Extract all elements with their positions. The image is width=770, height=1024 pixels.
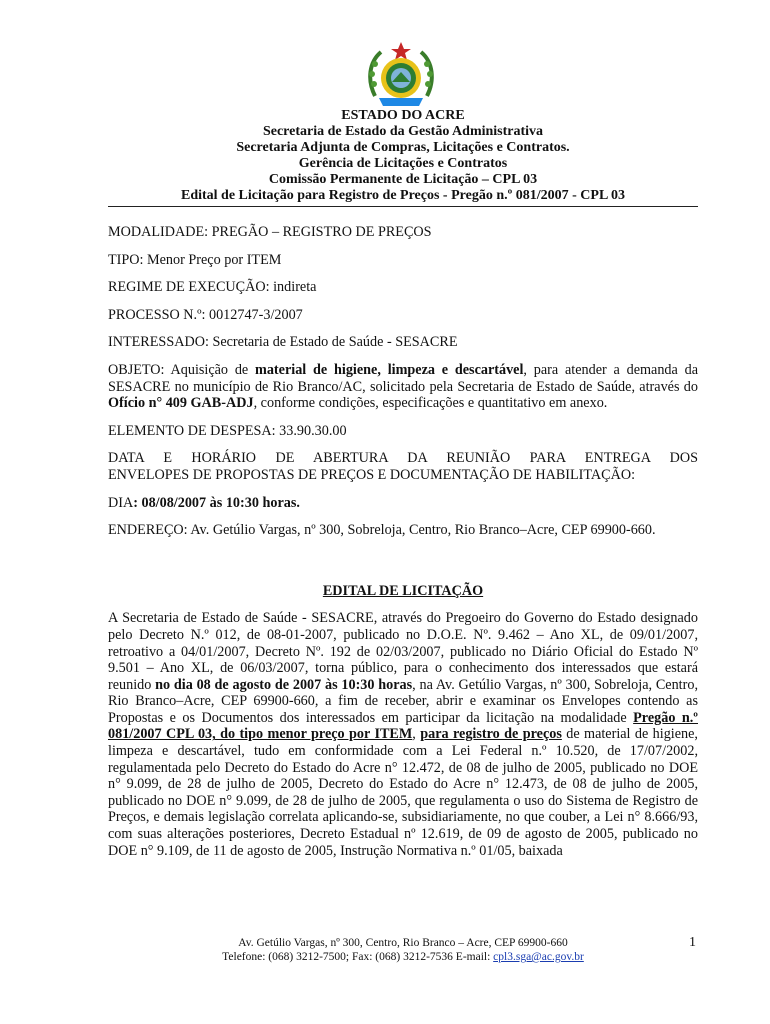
header-management: Gerência de Licitações e Contratos (298, 156, 508, 171)
footer-email-link[interactable]: cpl3.sga@ac.gov.br (493, 951, 584, 963)
header-edital-title: Edital de Licitação para Registro de Preços - Pregão n.º 081/2007 - CPL 03 (180, 188, 626, 203)
edital-text-4: de material de higiene, limpeza e descartável, tudo em conformidade com a Lei Federal n.º 10.520, de 17/07/2002, regulamentada pelo Decreto do Estado do Acre n° 12.472, de 08 de julho de 2005, publicado no DOE n° 9.099, de 28 de julho de 2005, Decreto do Estado do Acre n° 12.473, de 08 de julho de 2005, publicado no DOE n° 9.099, de 28 de julho de 2005, que regulamenta o uso do Sistema de Registro de Preços, e demais legislação correlata aplicando-se, subsidiariamente, no que couber, a Lei n° 8.666/93, com suas alterações posteriores, Decreto Estadual nº 12.619, de 09 de agosto de 2005, publicado no DOE n° 9.109, de 11 de agosto de 2005, Instrução Normativa n.º 01/05, baixada (108, 726, 698, 859)
header-secretariat: Secretaria de Estado da Gestão Administrativa (262, 124, 544, 139)
document-header (108, 108, 698, 204)
document-footer (108, 936, 698, 964)
objeto-text-1: OBJETO: Aquisição de (108, 361, 256, 378)
footer-address: Av. Getúlio Vargas, nº 300, Centro, Rio Branco – Acre, CEP 69900-660 (238, 937, 568, 949)
field-interessado: INTERESSADO: Secretaria de Estado de Saúde - SESACRE (108, 334, 458, 351)
edital-bold-registro: para registro de preços (420, 726, 562, 743)
edital-text-2: , na Av. Getúlio Vargas, nº 300, Sobreloja, Centro, Rio Branco–Acre, CEP 69900-660, a fim de receber, abrir e examinar os Envelopes contendo as Propostas e os Documentos dos interessados em participar da licitação na modalidade (108, 676, 698, 726)
dia-value: : 08/08/2007 às 10:30 horas. (133, 494, 300, 511)
field-regime: REGIME DE EXECUÇÃO: indireta (108, 279, 317, 296)
footer-contact (108, 950, 698, 964)
header-commission: Comissão Permanente de Licitação – CPL 03 (268, 172, 538, 187)
edital-paragraph (108, 610, 698, 859)
edital-bold-pregao: Pregão n.º 081/2007 CPL 03, do tipo menor preço por ITEM (108, 709, 698, 743)
field-elemento: ELEMENTO DE DESPESA: 33.90.30.00 (108, 422, 347, 439)
field-objeto (108, 362, 698, 412)
data-line-1: DATA E HORÁRIO DE ABERTURA DA REUNIÃO PARA ENTREGA DOS (108, 450, 698, 467)
field-data-horario (108, 450, 698, 483)
objeto-bold-oficio: Ofício n° 409 GAB-ADJ (108, 395, 254, 412)
data-line-2: ENVELOPES DE PROPOSTAS DE PREÇOS E DOCUMENTAÇÃO DE HABILITAÇÃO: (108, 466, 636, 483)
footer-phone: Telefone: (068) 3212-7500; Fax: (068) 3212-7536 E-mail: (222, 951, 494, 963)
header-divider (108, 206, 698, 207)
header-state: ESTADO DO ACRE (341, 108, 465, 123)
field-tipo: TIPO: Menor Preço por ITEM (108, 251, 282, 268)
edital-text-3: , (412, 726, 421, 743)
field-dia (108, 495, 698, 512)
edital-bold-date: no dia 08 de agosto de 2007 às 10:30 horas (155, 676, 413, 693)
header-adjunct-secretariat: Secretaria Adjunta de Compras, Licitações e Contratos. (236, 140, 570, 155)
dia-label: DIA (108, 494, 134, 511)
document-body (108, 224, 698, 870)
objeto-bold-material: material de higiene, limpeza e descartável (255, 361, 524, 378)
field-endereco: ENDEREÇO: Av. Getúlio Vargas, nº 300, Sobreloja, Centro, Rio Branco–Acre, CEP 69900-660. (108, 522, 656, 539)
edital-text-1: A Secretaria de Estado de Saúde - SESACRE, através do Pregoeiro do Governo do Estado designado pelo Decreto N.º 012, de 08-01-2007, publicado no D.O.E. Nº. 9.462 – Ano XL, de 09/01/2007, retroativo a 04/01/2007, Decreto Nº. 192 de 02/03/2007, publicado no Diário Oficial do Estado Nº 9.501 – Ano XL, de 06/03/2007, torna público, para o conhecimento dos interessados que estará reunido (108, 610, 698, 693)
objeto-text-3: , conforme condições, especificações e quantitativo em anexo. (253, 395, 608, 412)
field-processo: PROCESSO N.º: 0012747-3/2007 (108, 306, 303, 323)
page-number: 1 (689, 935, 696, 950)
objeto-text-2: , para atender a demanda da SESACRE no município de Rio Branco/AC, solicitado pela Secretaria de Estado de Saúde, através do (108, 361, 698, 395)
acre-coat-of-arms-icon (365, 40, 437, 108)
field-modalidade: MODALIDADE: PREGÃO – REGISTRO DE PREÇOS (108, 224, 432, 240)
edital-section-title: EDITAL DE LICITAÇÃO (322, 582, 484, 599)
